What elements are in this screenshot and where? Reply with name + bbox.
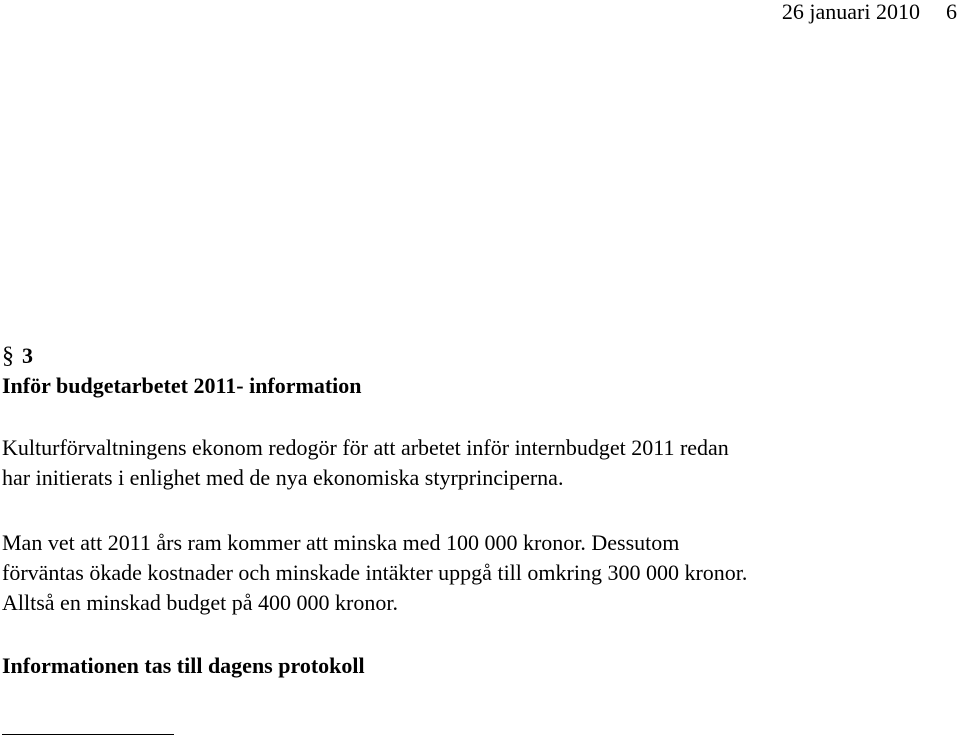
paragraph-2 (2, 528, 747, 618)
decision-statement: Informationen tas till dagens protokoll (2, 653, 365, 678)
signature-line (2, 734, 174, 735)
header-date: 26 januari 2010 (781, 0, 920, 24)
paragraph-line: förväntas ökade kostnader och minskade intäkter uppgå till omkring 300 000 kronor. (2, 560, 748, 585)
section-symbol: § (2, 343, 14, 369)
section-number-heading (2, 342, 33, 370)
paragraph-line: Kulturförvaltningens ekonom redogör för att arbetet inför internbudget 2011 redan (2, 435, 729, 460)
section-number: 3 (22, 343, 33, 368)
paragraph-1 (2, 433, 729, 493)
paragraph-line: Alltså en minskad budget på 400 000 kronor. (2, 590, 398, 615)
paragraph-line: har initierats i enlighet med de nya ekonomiska styrprinciperna. (2, 465, 564, 490)
page-number: 6 (946, 0, 957, 24)
section-title: Inför budgetarbetet 2011- information (2, 373, 362, 398)
page-header (782, 0, 957, 24)
paragraph-line: Man vet att 2011 års ram kommer att minska med 100 000 kronor. Dessutom (2, 530, 680, 555)
